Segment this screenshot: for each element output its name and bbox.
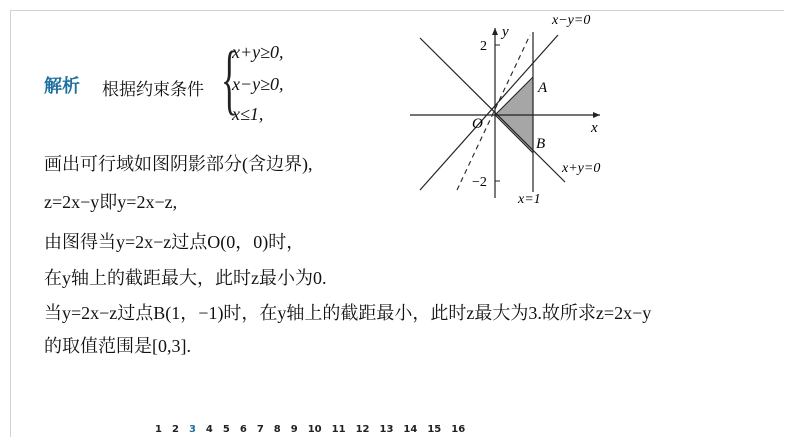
solution-line-2: z=2x−y即y=2x−z, bbox=[44, 192, 178, 212]
label-point-b: B bbox=[536, 136, 546, 152]
page-link-14[interactable]: 14 bbox=[403, 424, 418, 435]
page-link-15[interactable]: 15 bbox=[427, 424, 442, 435]
page-link-5[interactable]: 5 bbox=[222, 424, 230, 435]
label-tick-minus-2: −2 bbox=[472, 175, 487, 190]
frame-top-border bbox=[10, 10, 784, 11]
label-x-plus-y: x+y=0 bbox=[562, 161, 601, 176]
feasible-region-figure bbox=[400, 10, 620, 210]
page-link-2[interactable]: 2 bbox=[171, 424, 179, 435]
page-link-1[interactable]: 1 bbox=[155, 424, 162, 435]
y-axis-arrow bbox=[492, 28, 498, 35]
constraint-3: x≤1, bbox=[232, 104, 264, 124]
solution-line-6: 的取值范围是[0,3]. bbox=[44, 336, 191, 356]
lead-text: 根据约束条件 bbox=[102, 80, 204, 99]
label-point-a: A bbox=[538, 80, 548, 96]
label-origin: O bbox=[472, 116, 483, 132]
label-y-axis: y bbox=[502, 24, 509, 40]
page-link-8[interactable]: 8 bbox=[273, 424, 281, 435]
label-tick-2: 2 bbox=[480, 39, 487, 54]
page-link-16[interactable]: 16 bbox=[451, 424, 466, 435]
page-link-10[interactable]: 10 bbox=[307, 424, 322, 435]
label-x-axis: x bbox=[591, 120, 598, 136]
page-link-6[interactable]: 6 bbox=[239, 424, 247, 435]
frame-left-border bbox=[10, 10, 11, 437]
solution-line-3: 由图得当y=2x−z过点O(0，0)时， bbox=[44, 232, 305, 252]
solution-line-1: 画出可行域如图阴影部分(含边界), bbox=[44, 154, 313, 174]
solution-line-5: 当y=2x−z过点B(1，−1)时，在y轴上的截距最小，此时z最大为3.故所求z=2x−y bbox=[44, 303, 652, 323]
constraint-2: x−y≥0, bbox=[232, 74, 284, 94]
label-x-minus-y: x−y=0 bbox=[552, 13, 591, 28]
line-x-plus-y bbox=[420, 38, 565, 182]
page-link-7[interactable]: 7 bbox=[256, 424, 264, 435]
page-link-3[interactable]: 3 bbox=[188, 424, 196, 435]
solution-line-4: 在y轴上的截距最大，此时z最小为0. bbox=[44, 268, 327, 288]
page-link-4[interactable]: 4 bbox=[205, 424, 213, 435]
x-axis-arrow bbox=[593, 112, 600, 118]
constraint-1: x+y≥0, bbox=[232, 42, 284, 62]
page-link-12[interactable]: 12 bbox=[355, 424, 370, 435]
page-link-9[interactable]: 9 bbox=[290, 424, 298, 435]
page-navigator bbox=[150, 424, 470, 435]
constraint-brace: { bbox=[221, 35, 238, 122]
label-x-eq-1: x=1 bbox=[518, 192, 541, 207]
page-link-11[interactable]: 11 bbox=[331, 424, 346, 435]
page-link-13[interactable]: 13 bbox=[379, 424, 394, 435]
solution-heading: 解析 bbox=[44, 76, 80, 97]
